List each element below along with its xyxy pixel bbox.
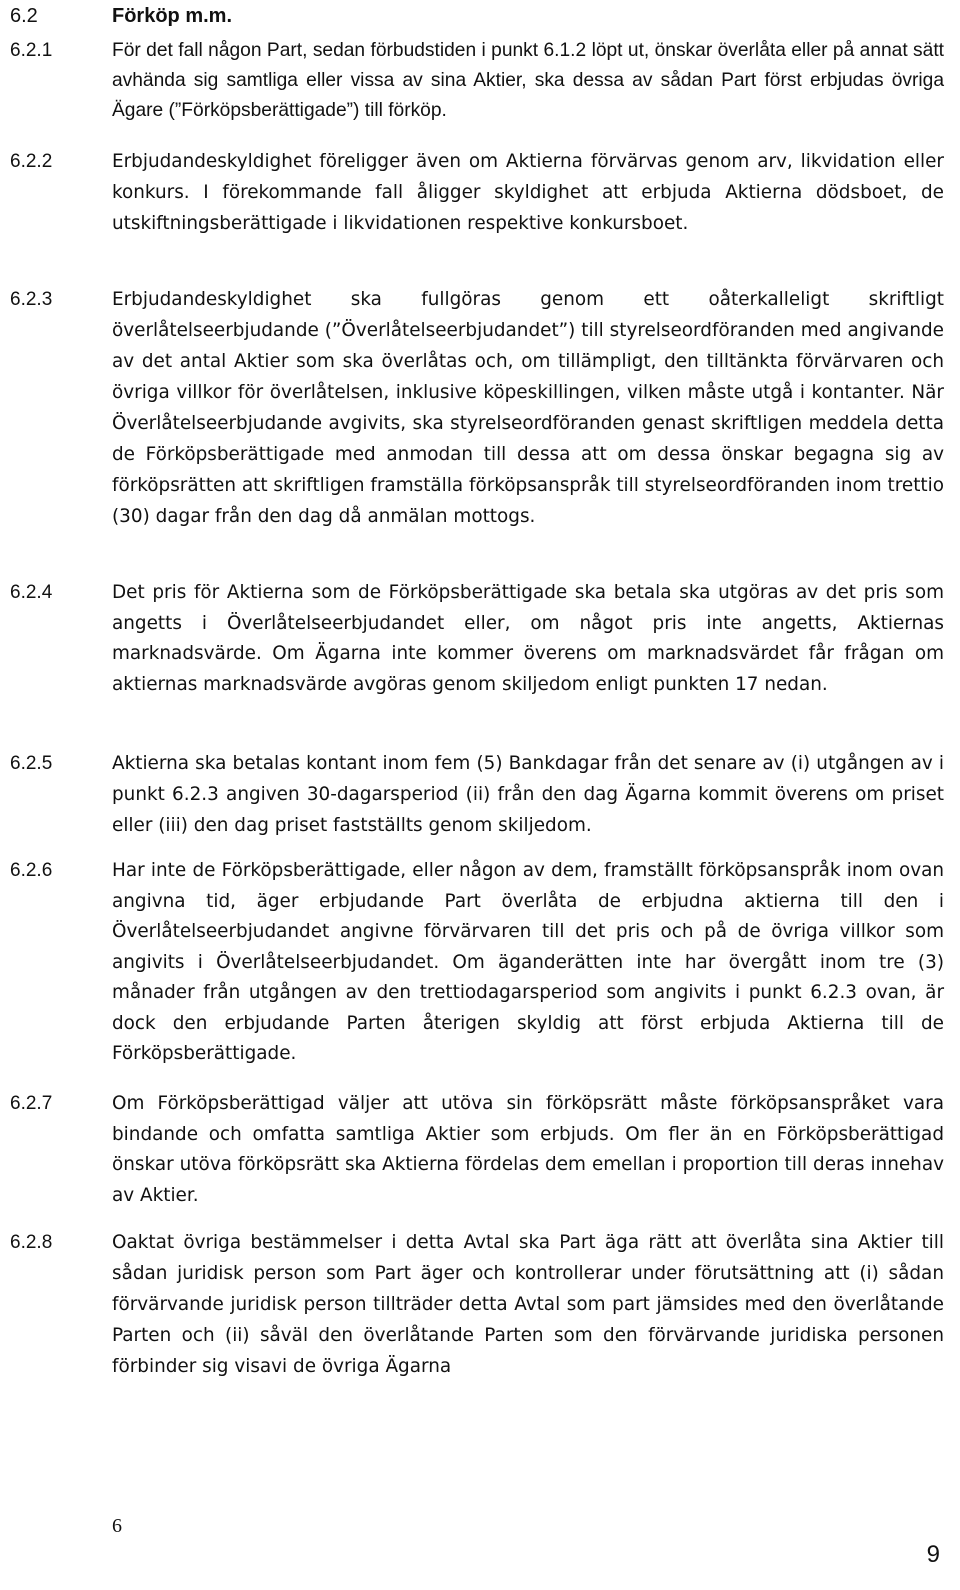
page-number-right: 9: [926, 1541, 940, 1568]
clause-text: Erbjudandeskyldighet ska fullgöras genom ett oåterkalleligt skriftligt överlåtelseerbjudande (”Överlåtelseerbjudandet”) till styrelseordföranden med angivande av det antal Aktier som ska överlåtas och, om tillämpligt, den tilltänkta förvärvaren och övriga villkor för överlåtelsen, inklusive köpeskillingen, vilken måste utgå i kontanter. När Överlåtelseerbjudande avgivits, ska styrelseordföranden genast skriftligen meddela detta de Förköpsberättigade med anmodan till dessa att om dessa önskar begagna sig av förköpsrätten att skriftligen framställa förköpsanspråk till styrelseordföranden inom trettio (30) dagar från den dag då anmälan mottogs.: [112, 289, 944, 527]
clause-number: 6.2.1: [10, 40, 53, 61]
clause-6-2-8: [10, 1227, 946, 1385]
clause-number: 6.2.4: [10, 582, 53, 603]
clause-text: För det fall någon Part, sedan förbudstiden i punkt 6.1.2 löpt ut, önskar överlåta eller på annat sätt avhända sig samtliga eller vissa av sina Aktier, ska dessa av sådan Part först erbjudas övriga Ägare (”Förköpsberättigade”) till förköp.: [112, 40, 944, 121]
clause-6-2-4: [10, 578, 946, 734]
clause-text: Det pris för Aktierna som de Förköpsberättigade ska betala ska utgöras av det pris som angetts i Överlåtelseerbjudandet eller, om något pris inte angetts, Aktiernas marknadsvärde. Om Ägarna inte kommer överens om marknadsvärdet får frågan om aktiernas marknadsvärde avgöras genom skiljedom enligt punkten 17 nedan.: [112, 582, 944, 695]
clause-6-2-2: [10, 146, 946, 274]
section-heading: [10, 2, 232, 30]
page-number-left: 6: [112, 1515, 122, 1537]
clause-number: 6.2.8: [10, 1232, 53, 1253]
clause-number: 6.2.5: [10, 753, 53, 774]
clause-6-2-5: [10, 748, 946, 842]
clause-text: Erbjudandeskyldighet föreligger även om Aktierna förvärvas genom arv, likvidation eller konkurs. I förekommande fall åligger skyldighet att erbjuda Aktierna dödsboet, de utskiftningsberättigade i likvidationen respektive konkursboet.: [112, 151, 944, 234]
clause-number: 6.2.6: [10, 860, 53, 881]
section-number: 6.2: [10, 5, 38, 27]
clause-text: Aktierna ska betalas kontant inom fem (5) Bankdagar från det senare av (i) utgången av i punkt 6.2.3 angiven 30-dagarsperiod (ii) från den dag Ägarna kommit överens om priset eller (iii) den dag priset fastställts genom skiljedom.: [112, 753, 944, 836]
clause-number: 6.2.2: [10, 151, 53, 172]
clause-text: Oaktat övriga bestämmelser i detta Avtal ska Part äga rätt att överlåta sina Aktier till sådan juridisk person som Part äger och kontrollerar under förutsättning att (i) sådan förvärvande juridisk person tillträder detta Avtal som part jämsides med den överlåtande Parten och (ii) såväl den överlåtande Parten som den förvärvande juridiska personen förbinder sig visavi de övriga Ägarna: [112, 1232, 944, 1377]
clause-6-2-3: [10, 284, 946, 566]
clause-6-2-7: [10, 1089, 946, 1215]
clause-6-2-6: [10, 856, 946, 1074]
clause-text: Om Förköpsberättigad väljer att utöva sin förköpsrätt måste förköpsanspråket vara bindande och omfatta samtliga Aktier som erbjuds. Om fler än en Förköpsberättigad önskar utöva förköpsrätt ska Aktierna fördelas dem emellan i proportion till deras innehav av Aktier.: [112, 1093, 944, 1206]
clause-number: 6.2.3: [10, 289, 53, 310]
clause-text: Har inte de Förköpsberättigade, eller någon av dem, framställt förköpsanspråk inom ovan angivna tid, äger erbjudande Part överlåta de erbjudna aktierna till den i Överlåtelseerbjudandet angivne förvärvaren till det pris och på de övriga villkor som angivits i Överlåtelseerbjudandet. Om äganderätten inte har övergått inom tre (3) månader från utgången av den trettiodagarsperiod som angivits i punkt 6.2.3 ovan, är dock den erbjudande Parten återigen skyldig att först erbjuda Aktierna till de Förköpsberättigade.: [112, 860, 944, 1064]
clause-6-2-1: [10, 36, 946, 132]
clause-number: 6.2.7: [10, 1093, 53, 1114]
section-title: Förköp m.m.: [112, 5, 233, 27]
